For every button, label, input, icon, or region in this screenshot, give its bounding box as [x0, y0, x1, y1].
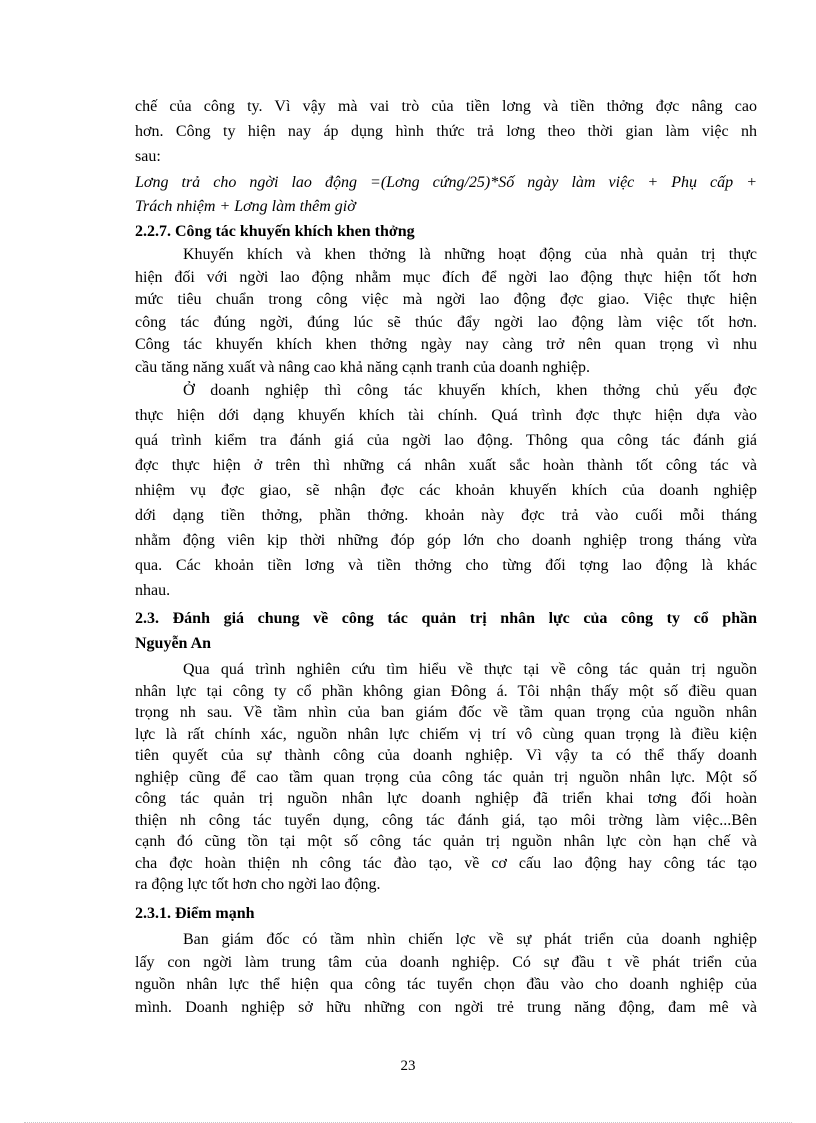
- section-heading-2-3: [135, 606, 757, 656]
- text-line: nhiệm vụ đợc giao, sẽ nhận đợc các khoản khuyến khích của doanh nghiệp: [135, 482, 757, 499]
- text-line: ra động lực tốt hơn cho ngời lao động.: [135, 876, 381, 893]
- page-number: 23: [400, 1058, 416, 1074]
- text-line: lực là rất chính xác, nguồn nhân lực chiếm vị trí vô cùng quan trọng là điều kiện: [135, 725, 757, 743]
- text-line: Ban giám đốc có tầm nhìn chiến lợc về sự phát triển của doanh nghiệp: [183, 931, 757, 948]
- paragraph-general-assessment: [135, 659, 757, 896]
- text-line: Trách nhiệm + Lơng làm thêm giờ: [135, 198, 356, 215]
- text-line: hơn. Công ty hiện nay áp dụng hình thức trả lơng theo thời gian làm việc nh: [135, 123, 757, 140]
- text-line: hiện đối với ngời lao động nhằm mục đích để ngời lao động thực hiện tốt hơn: [135, 268, 757, 286]
- text-line: cầu tăng năng xuất và nâng cao khả năng cạnh tranh của doanh nghiệp.: [135, 358, 590, 376]
- text-line: công tác quản trị nguồn nhân lực doanh nghiệp đã triển khai tơng đối hoàn: [135, 790, 757, 807]
- text-line: Khuyến khích và khen thởng là những hoạt động của nhà quản trị thực: [183, 246, 757, 263]
- text-line: qua. Các khoản tiền lơng và tiền thởng cho từng đối tợng lao động là khác: [135, 557, 757, 574]
- text-line: nhân lực tại công ty cổ phần không gian Đông á. Tôi nhận thấy một số điều quan: [135, 682, 757, 700]
- text-line: công tác đúng ngời, đúng lúc sẽ thúc đẩy ngời lao động làm việc tốt hơn.: [135, 313, 757, 331]
- text-line: nguồn nhân lực thể hiện qua công tác tuyển chọn đầu vào cho doanh nghiệp của: [135, 976, 757, 993]
- text-line: nhau.: [135, 582, 171, 599]
- text-line: tiên quyết của sự thành công của doanh nghiệp. Vì vậy ta có thể thấy doanh: [135, 747, 757, 764]
- text-line: nghiệp cũng để cao tầm quan trọng của công tác quản trị nguồn nhân lực. Một số: [135, 768, 757, 786]
- section-heading-2-2-7: 2.2.7. Công tác khuyến khích khen thởng: [135, 223, 415, 240]
- paragraph-reward-practice: [135, 378, 757, 603]
- text-line: lấy con ngời làm trung tâm của doanh nghiệp. Có sự đầu t về phát triển của: [135, 953, 757, 971]
- text-line: mình. Doanh nghiệp sở hữu những con ngời trẻ trung năng động, đam mê và: [135, 998, 757, 1016]
- text-line: mức tiêu chuẩn trong công việc mà ngời lao động đợc giao. Việc thực hiện: [135, 291, 757, 308]
- text-line: thiện nh công tác tuyển dụng, công tác đánh giá, tạo môi trờng làm việc...Bên: [135, 811, 757, 829]
- section-heading-2-3-1: 2.3.1. Điểm mạnh: [135, 905, 255, 922]
- text-line: đợc thực hiện ở trên thì những cá nhân xuất sắc hoàn thành tốt công tác và: [135, 457, 757, 474]
- paragraph-strengths: [135, 929, 757, 1019]
- text-line: Công tác khuyến khích khen thởng ngày nay càng trở nên quan trọng vì nhu: [135, 336, 757, 353]
- text-line: trọng nh sau. Về tầm nhìn của ban giám đốc về tầm quan trọng của nguồn nhân: [135, 704, 757, 721]
- text-line: cha đợc hoàn thiện nh công tác đào tạo, về cơ cấu lao động hay công tác tạo: [135, 854, 757, 872]
- text-line: chế của công ty. Vì vậy mà vai trò của tiền lơng và tiền thởng đợc nâng cao: [135, 98, 757, 115]
- text-line: Qua quá trình nghiên cứu tìm hiểu về thực tại về công tác quản trị nguồn: [183, 661, 757, 678]
- text-line: thực hiện dới dạng khuyến khích tài chính. Quá trình đợc thực hiện dựa vào: [135, 407, 757, 424]
- text-line: quá trình kiểm tra đánh giá của ngời lao động. Thông qua công tác đánh giá: [135, 432, 757, 449]
- text-line: Lơng trả cho ngời lao động =(Lơng cứng/25)*Số ngày làm việc + Phụ cấp +: [135, 174, 757, 191]
- text-line: Ở doanh nghiệp thì công tác khuyến khích, khen thởng chủ yếu đợc: [183, 382, 757, 399]
- text-line: cạnh đó cũng tồn tại một số công tác quản trị nguồn nhân lực còn hạn chế và: [135, 833, 757, 850]
- text-line: Nguyễn An: [135, 635, 212, 652]
- salary-formula: [135, 171, 757, 219]
- text-line: nhằm động viên kịp thời những đóp góp lớn cho doanh nghiệp trong tháng vừa: [135, 532, 757, 549]
- text-line: 2.3. Đánh giá chung về công tác quản trị nhân lực của công ty cổ phần: [135, 610, 757, 627]
- text-line: dới dạng tiền thởng, phần thởng. khoản này đợc trả vào cuối mỗi tháng: [135, 507, 757, 524]
- paragraph-salary-intro: [135, 94, 757, 169]
- paragraph-reward-definition: [135, 244, 757, 379]
- text-line: sau:: [135, 148, 161, 165]
